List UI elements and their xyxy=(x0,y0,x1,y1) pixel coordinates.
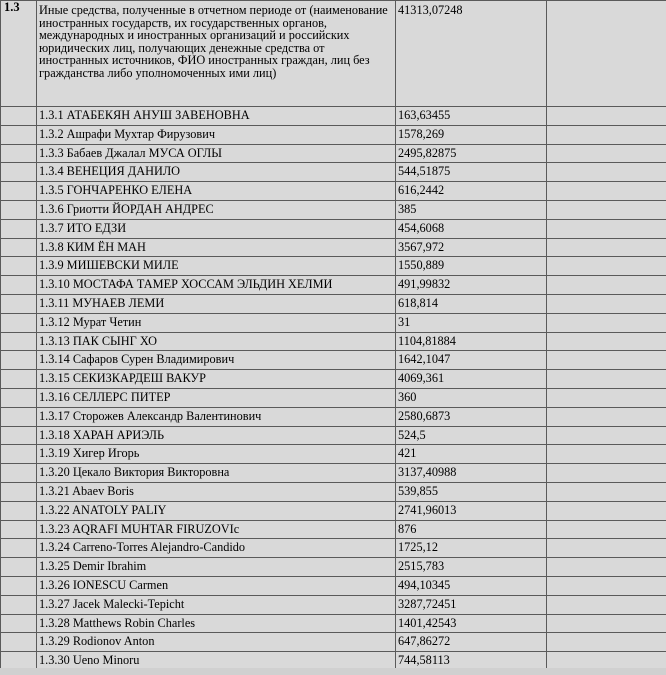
empty-cell xyxy=(547,182,666,201)
table-row xyxy=(1,257,666,276)
table-row xyxy=(1,294,666,313)
row-number-cell xyxy=(1,351,37,370)
table-row xyxy=(1,219,666,238)
row-value: 454,6068 xyxy=(396,219,547,238)
table-row xyxy=(1,107,666,126)
row-number-cell xyxy=(1,182,37,201)
row-value: 539,855 xyxy=(396,482,547,501)
empty-cell xyxy=(547,426,666,445)
row-label: 1.3.7 ИТО ЕДЗИ xyxy=(37,219,396,238)
row-label: 1.3.6 Гриотти ЙОРДАН АНДРЕС xyxy=(37,200,396,219)
row-number-cell xyxy=(1,614,37,633)
section-total: 41313,07248 xyxy=(396,1,547,107)
row-label: 1.3.5 ГОНЧАРЕНКО ЕЛЕНА xyxy=(37,182,396,201)
table-row xyxy=(1,144,666,163)
row-label: 1.3.29 Rodionov Anton xyxy=(37,633,396,652)
row-label: 1.3.15 СЕКИЗКАРДЕШ ВАКУР xyxy=(37,370,396,389)
table-row xyxy=(1,520,666,539)
row-number-cell xyxy=(1,144,37,163)
row-label: 1.3.19 Хигер Игорь xyxy=(37,445,396,464)
table-row xyxy=(1,464,666,483)
row-value: 494,10345 xyxy=(396,576,547,595)
row-label: 1.3.1 АТАБЕКЯН АНУШ ЗАВЕНОВНА xyxy=(37,107,396,126)
empty-cell xyxy=(547,539,666,558)
row-number-cell xyxy=(1,558,37,577)
row-label: 1.3.14 Сафаров Сурен Владимирович xyxy=(37,351,396,370)
row-label: 1.3.10 МОСТАФА ТАМЕР ХОССАМ ЭЛЬДИН ХЕЛМИ xyxy=(37,276,396,295)
row-value: 1401,42543 xyxy=(396,614,547,633)
row-number-cell xyxy=(1,407,37,426)
empty-cell xyxy=(547,370,666,389)
row-value: 744,58113 xyxy=(396,652,547,671)
row-label: 1.3.25 Demir Ibrahim xyxy=(37,558,396,577)
table-row xyxy=(1,125,666,144)
row-number-cell xyxy=(1,107,37,126)
table-row xyxy=(1,614,666,633)
empty-cell xyxy=(547,501,666,520)
row-number-cell xyxy=(1,313,37,332)
table-row xyxy=(1,445,666,464)
empty-cell xyxy=(547,388,666,407)
table-row xyxy=(1,163,666,182)
row-number-cell xyxy=(1,633,37,652)
row-label: 1.3.22 ANATOLY PALIY xyxy=(37,501,396,520)
row-value: 2495,82875 xyxy=(396,144,547,163)
table-row xyxy=(1,595,666,614)
row-value: 616,2442 xyxy=(396,182,547,201)
empty-cell xyxy=(547,107,666,126)
row-number-cell xyxy=(1,576,37,595)
row-number-cell xyxy=(1,200,37,219)
row-value: 31 xyxy=(396,313,547,332)
row-number-cell xyxy=(1,426,37,445)
row-label: 1.3.11 МУНАЕВ ЛЕМИ xyxy=(37,294,396,313)
row-label: 1.3.26 IONESCU Carmen xyxy=(37,576,396,595)
table-row xyxy=(1,539,666,558)
row-number-cell xyxy=(1,388,37,407)
row-value: 421 xyxy=(396,445,547,464)
empty-cell xyxy=(547,407,666,426)
row-number-cell xyxy=(1,125,37,144)
table-row xyxy=(1,482,666,501)
row-number-cell xyxy=(1,257,37,276)
row-value: 3137,40988 xyxy=(396,464,547,483)
row-label: 1.3.30 Ueno Minoru xyxy=(37,652,396,671)
row-number-cell xyxy=(1,501,37,520)
row-number-cell xyxy=(1,520,37,539)
empty-cell xyxy=(547,351,666,370)
row-number-cell xyxy=(1,332,37,351)
row-number-cell xyxy=(1,464,37,483)
row-label: 1.3.18 ХАРАН АРИЭЛЬ xyxy=(37,426,396,445)
row-label: 1.3.13 ПАК СЫНГ ХО xyxy=(37,332,396,351)
table-row xyxy=(1,238,666,257)
table-row xyxy=(1,200,666,219)
empty-cell xyxy=(547,520,666,539)
row-value: 385 xyxy=(396,200,547,219)
empty-cell xyxy=(547,614,666,633)
empty-cell xyxy=(547,294,666,313)
row-value: 1642,1047 xyxy=(396,351,547,370)
empty-cell xyxy=(547,558,666,577)
table-row xyxy=(1,370,666,389)
table-row xyxy=(1,276,666,295)
row-number-cell xyxy=(1,482,37,501)
row-label: 1.3.16 СЕЛЛЕРС ПИТЕР xyxy=(37,388,396,407)
row-value: 2741,96013 xyxy=(396,501,547,520)
table-row xyxy=(1,558,666,577)
row-value: 1578,269 xyxy=(396,125,547,144)
row-value: 491,99832 xyxy=(396,276,547,295)
row-number-cell xyxy=(1,276,37,295)
table-row xyxy=(1,182,666,201)
empty-cell xyxy=(547,482,666,501)
table-row xyxy=(1,407,666,426)
row-value: 3567,972 xyxy=(396,238,547,257)
empty-cell xyxy=(547,445,666,464)
empty-cell xyxy=(547,163,666,182)
row-value: 163,63455 xyxy=(396,107,547,126)
row-number-cell xyxy=(1,294,37,313)
empty-cell xyxy=(547,276,666,295)
row-value: 876 xyxy=(396,520,547,539)
table-row xyxy=(1,576,666,595)
section-header-row xyxy=(1,1,666,107)
row-value: 1550,889 xyxy=(396,257,547,276)
table-row xyxy=(1,351,666,370)
row-value: 2515,783 xyxy=(396,558,547,577)
row-label: 1.3.9 МИШЕВСКИ МИЛЕ xyxy=(37,257,396,276)
row-value: 1104,81884 xyxy=(396,332,547,351)
row-value: 1725,12 xyxy=(396,539,547,558)
empty-cell xyxy=(547,576,666,595)
section-number: 1.3 xyxy=(1,1,37,107)
row-number-cell xyxy=(1,238,37,257)
row-value: 544,51875 xyxy=(396,163,547,182)
empty-cell xyxy=(547,332,666,351)
row-label: 1.3.20 Цекало Виктория Викторовна xyxy=(37,464,396,483)
empty-cell xyxy=(547,313,666,332)
empty-cell xyxy=(547,1,666,107)
empty-cell xyxy=(547,200,666,219)
empty-cell xyxy=(547,144,666,163)
row-value: 618,814 xyxy=(396,294,547,313)
row-label: 1.3.12 Мурат Четин xyxy=(37,313,396,332)
table-row xyxy=(1,501,666,520)
row-number-cell xyxy=(1,595,37,614)
row-value: 647,86272 xyxy=(396,633,547,652)
empty-cell xyxy=(547,219,666,238)
table-row xyxy=(1,332,666,351)
row-value: 2580,6873 xyxy=(396,407,547,426)
empty-cell xyxy=(547,464,666,483)
empty-cell xyxy=(547,257,666,276)
table-row xyxy=(1,313,666,332)
row-label: 1.3.27 Jacek Malecki-Tepicht xyxy=(37,595,396,614)
page-bottom-edge xyxy=(0,668,666,675)
row-label: 1.3.28 Matthews Robin Charles xyxy=(37,614,396,633)
row-number-cell xyxy=(1,445,37,464)
report-table-body xyxy=(1,1,666,671)
row-number-cell xyxy=(1,370,37,389)
empty-cell xyxy=(547,633,666,652)
row-number-cell xyxy=(1,163,37,182)
table-row xyxy=(1,633,666,652)
table-row xyxy=(1,426,666,445)
row-label: 1.3.24 Carreno-Torres Alejandro-Candido xyxy=(37,539,396,558)
row-value: 4069,361 xyxy=(396,370,547,389)
row-label: 1.3.21 Abaev Boris xyxy=(37,482,396,501)
row-label: 1.3.17 Сторожев Александр Валентинович xyxy=(37,407,396,426)
table-row xyxy=(1,388,666,407)
row-label: 1.3.4 ВЕНЕЦИЯ ДАНИЛО xyxy=(37,163,396,182)
row-label: 1.3.23 AQRAFI MUHTAR FIRUZOVIc xyxy=(37,520,396,539)
empty-cell xyxy=(547,125,666,144)
section-description: Иные средства, полученные в отчетном периоде от (наименование иностранных государств, их государственных органов, международных и иностранных организаций и российских юридических лиц, получающих денежные средства от иностранных источников, ФИО иностранных граждан, лиц без гражданства либо уполномоченных ими лиц) xyxy=(37,1,396,107)
row-value: 524,5 xyxy=(396,426,547,445)
row-label: 1.3.3 Бабаев Джалал МУСА ОГЛЫ xyxy=(37,144,396,163)
row-value: 3287,72451 xyxy=(396,595,547,614)
row-label: 1.3.2 Ашрафи Мухтар Фирузович xyxy=(37,125,396,144)
row-number-cell xyxy=(1,219,37,238)
empty-cell xyxy=(547,595,666,614)
row-number-cell xyxy=(1,539,37,558)
empty-cell xyxy=(547,238,666,257)
row-label: 1.3.8 КИМ ЁН МАН xyxy=(37,238,396,257)
row-value: 360 xyxy=(396,388,547,407)
